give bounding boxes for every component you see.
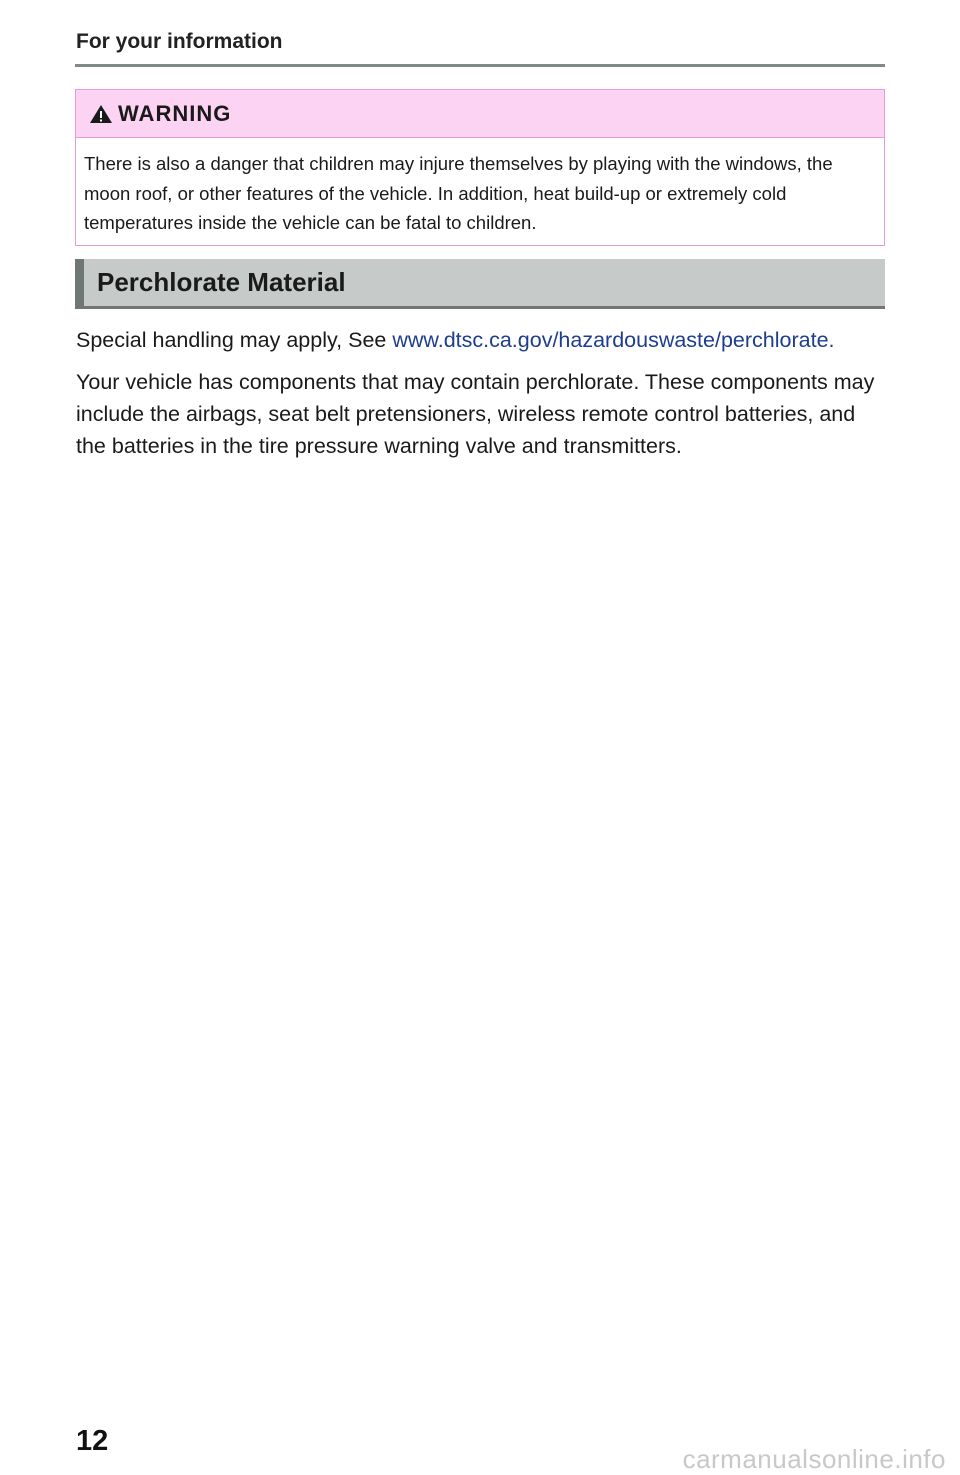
section-title: Perchlorate Material (97, 267, 346, 297)
perchlorate-link[interactable]: www.dtsc.ca.gov/hazardouswaste/perchlorate (392, 328, 829, 352)
link-period: . (828, 328, 835, 352)
section-header: For your information (76, 30, 283, 53)
special-handling-text: Special handling may apply, See (76, 328, 393, 352)
heading-accent (75, 259, 84, 306)
watermark: carmanualsonline.info (682, 1444, 946, 1474)
warning-triangle-icon (88, 103, 114, 125)
special-handling-paragraph (76, 324, 888, 356)
warning-header (76, 90, 884, 138)
warning-box (75, 89, 885, 246)
warning-text: There is also a danger that children may injure themselves by playing with the windows, the moon roof, or other features of the vehicle. In addition, heat build-up or extremely cold temperatures inside the vehicle can be fatal to children. (84, 153, 833, 233)
page-number: 12 (76, 1425, 109, 1457)
components-paragraph: Your vehicle has components that may contain perchlorate. These components may include the airbags, seat belt pretensioners, wireless remote control batteries, and the batteries in the tire pressure warning valve and transmitters. (76, 370, 875, 458)
section-heading-bar (75, 259, 885, 309)
header-rule (75, 64, 885, 67)
warning-title: WARNING (118, 100, 232, 126)
